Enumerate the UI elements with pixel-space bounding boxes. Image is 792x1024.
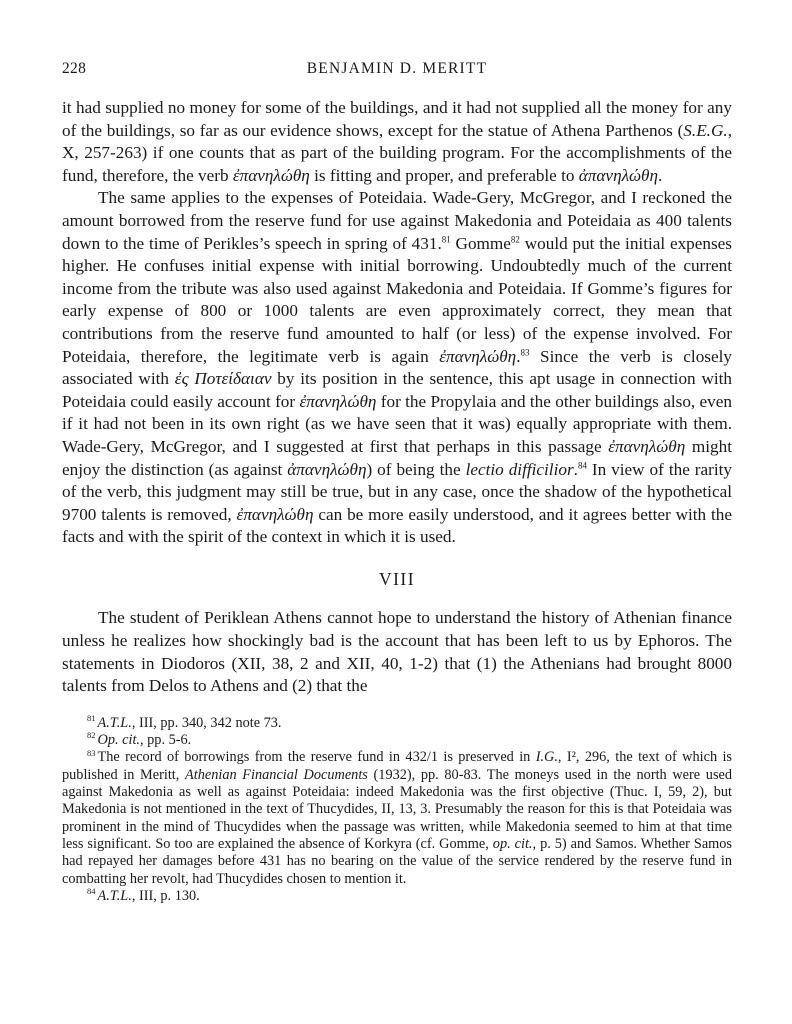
text: The same applies to the expenses of Poteidaia. Wade-Gery, McGregor, and I reckoned the amount borrowed from the reserve fund for use against Makedonia and Poteidaia as 400 talents down to the time of Perikles’s speech in spring of 431. [62, 188, 732, 253]
footnote-number: 83 [87, 747, 96, 758]
text: , p. 5) and Samos. Whether Samos had repayed her damages before 431 has no bearing on the value of the service rendered by the reserve fund in combatting her revolt, had Thucydides chosen to mention it. [62, 835, 732, 887]
greek-word: ἀπανηλώθη [287, 459, 367, 479]
body-text [62, 97, 732, 698]
footnote-number: 81 [87, 713, 96, 724]
page [62, 60, 732, 905]
citation: I.G. [535, 749, 558, 766]
greek-word: ἐπανηλώθη [439, 346, 517, 366]
footnote-83 [62, 749, 732, 887]
text: . [516, 346, 521, 366]
citation: A.T.L. [97, 714, 132, 731]
citation: op. cit. [492, 835, 533, 852]
footnote-82 [62, 732, 732, 749]
footnote-ref-84[interactable]: 84 [577, 459, 587, 470]
citation: A.T.L. [97, 887, 132, 904]
text: for the Propylaia and the other buildings also, even if it had not been in its own right (as we have seen that it was) equally appropriate with them. Wade-Gery, McGregor, and I suggested at first that perhaps in this passage [62, 391, 732, 456]
running-head: BENJAMIN D. MERITT [306, 60, 488, 77]
greek-word: ἐπανηλώθη [299, 391, 377, 411]
text: . [573, 459, 578, 479]
paragraph-1 [62, 97, 732, 187]
text: The record of borrowings from the reserve fund in 432/1 is preserved in [97, 749, 536, 766]
text: , X, 257-263) if one counts that as part of the building program. For the accomplishments of the fund, therefore, the verb [62, 120, 732, 185]
footnote-ref-83[interactable]: 83 [520, 346, 530, 357]
paragraph-2 [62, 187, 732, 549]
page-number: 228 [62, 60, 87, 77]
footnote-ref-82[interactable]: 82 [510, 233, 520, 244]
page-header [62, 60, 732, 82]
text: might enjoy the distinction (as against [62, 436, 732, 479]
section-heading: VIII [378, 568, 416, 589]
greek-word: ἐπανηλώθη [236, 504, 314, 524]
greek-word: ἐπανηλώθη [608, 436, 686, 456]
text: , III, pp. 340, 342 note 73. [131, 714, 282, 731]
footnote-84 [62, 888, 732, 905]
greek-word: ἀπανηλώθη [578, 165, 658, 185]
citation: Op. cit. [97, 732, 140, 749]
greek-phrase: ἐς Ποτείδαιαν [174, 369, 272, 389]
text: ) of being the [366, 459, 466, 479]
footnotes [62, 715, 732, 905]
footnote-number: 82 [87, 730, 96, 741]
footnote-81 [62, 715, 732, 732]
greek-word: ἐπανηλώθη [232, 165, 310, 185]
text: can be more easily understood, and it agrees better with the facts and with the spirit of the context in which it is used. [62, 504, 732, 547]
text: (1932), pp. 80-83. The moneys used in the north were used against Makedonia as well as against Poteidaia: indeed Makedonia was the first objective (Thuc. I, 59, 2), but Makedonia is not mentioned in the text of Thucydides, II, 13, 3. Presumably the reason for this is that Poteidaia was prominent in the mind of Thucydides when the passage was written, while Makedonia seemed to him at that time less significant. So too are explained the absence of Korkyra (cf. Gomme, [62, 766, 733, 852]
citation: S.E.G. [683, 120, 728, 140]
text: , pp. 5-6. [140, 732, 192, 749]
latin-phrase: lectio difficilior [465, 459, 574, 479]
text: . [658, 165, 663, 185]
footnote-number: 84 [87, 886, 96, 897]
footnote-ref-81[interactable]: 81 [441, 233, 451, 244]
paragraph-3: The student of Periklean Athens cannot hope to understand the history of Athenian finance unless he realizes how shockingly bad is the account that has been left to us by Ephoros. The statements in Diodoros (XII, 38, 2 and XII, 40, 1-2) that (1) the Athenians had brought 8000 talents from Delos to Athens and (2) that the [62, 608, 732, 696]
text: , I², 296, the text of which is published in Meritt, [62, 749, 732, 783]
text: by its position in the sentence, this apt usage in connection with Poteidaia could easily account for [62, 369, 732, 411]
text: , III, p. 130. [131, 887, 200, 904]
book-title: Athenian Financial Documents [185, 766, 368, 783]
text: is fitting and proper, and preferable to [309, 165, 579, 185]
text: Since the verb is closely associated with [62, 346, 732, 389]
text: would put the initial expenses higher. He confuses initial expense with initial borrowing. Undoubtedly much of the current income from the tribute was also used against Makedonia and Poteidaia. If Gomme’s figures for early expense of 800 or 1000 talents are even approximately correct, they mean that contributions from the reserve fund amounted to half (or less) of the expense involved. For Poteidaia, therefore, the legitimate verb is again [62, 233, 732, 366]
text: In view of the rarity of the verb, this judgment may still be true, but in any case, once the shadow of the hypothetical 9700 talents is removed, [62, 459, 732, 524]
text: it had supplied no money for some of the buildings, and it had not supplied all the money for any of the buildings, so far as our evidence shows, except for the statue of Athena Parthenos ( [62, 98, 732, 140]
text: Gomme [450, 233, 511, 253]
